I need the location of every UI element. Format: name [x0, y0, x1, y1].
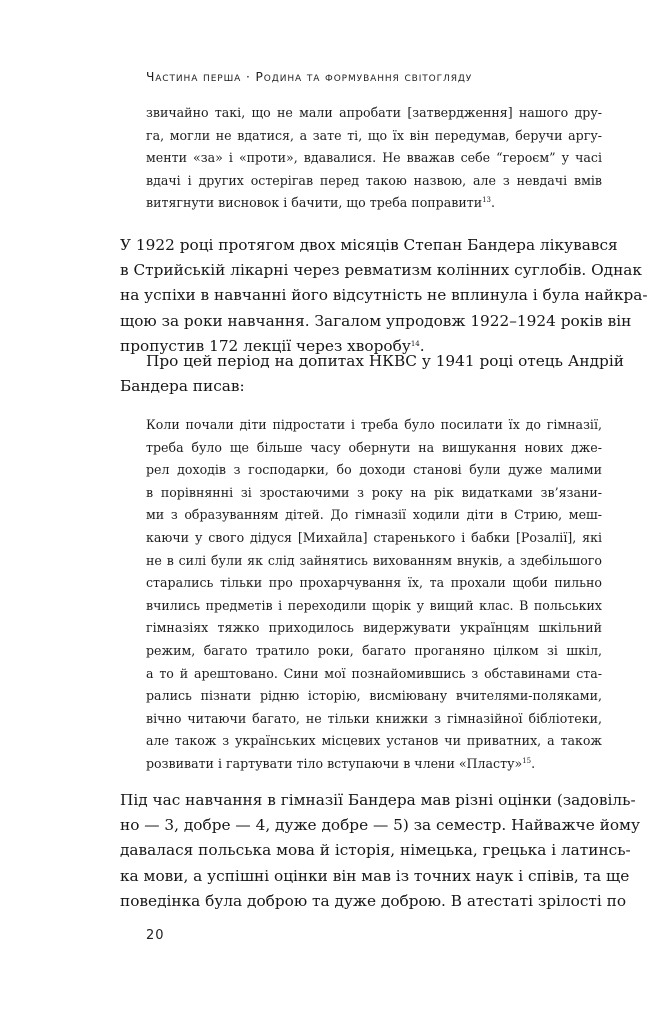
quote-line: каючи у свого дідуся [Михайла] старенького і бабки [Розалії], які — [146, 529, 602, 545]
paragraph-2 — [120, 349, 624, 399]
quote-line: менти «за» і «проти», вдавалися. Не вважав себе “героєм” у часі — [146, 150, 602, 166]
header-chapter: Родина та формування світогляду — [255, 70, 473, 84]
quote-line: ми з образуванням дітей. До гімназії ходили діти в Стрию, меш- — [146, 507, 602, 523]
block-quote-1 — [146, 102, 602, 215]
paragraph-line-text: пропустив 172 лекції через хворобу — [120, 336, 411, 355]
quote-line: га, могли не вдатися, а зате ті, що їх він передумав, беручи аргу- — [146, 127, 602, 143]
running-header — [146, 70, 606, 84]
quote-line: в порівнянні зі зростаючими з року на рік видатками зв’язани- — [146, 484, 602, 500]
paragraph-line: Про цей період на допитах НКВС у 1941 році отець Андрій — [146, 352, 624, 370]
quote-line: вчились предметів і переходили щорік у вищий клас. В польських — [146, 597, 602, 613]
quote-line: а то й арештовано. Сини мої познайомившись з обставинами ста- — [146, 665, 602, 681]
paragraph-line: Бандера писав: — [120, 377, 245, 396]
paragraph-3 — [120, 788, 640, 914]
paragraph-line: на успіхи в навчанні його відсутність не вплинула і була найкра- — [120, 286, 648, 305]
quote-line: вічно читаючи багато, не тільки книжки з гімназійної бібліотеки, — [146, 710, 602, 726]
quote-line: режим, багато тратило роки, багато проганяно цілком зі шкіл, — [146, 642, 602, 658]
quote-line: але також з українських місцевих установ чи приватних, а також — [146, 733, 602, 749]
quote-line: вдачі і других остерігав перед такою назвою, але з невдачі вмів — [146, 172, 602, 188]
paragraph-line: в Стрийській лікарні через ревматизм колінних суглобів. Однак — [120, 261, 642, 280]
quote-line-text: витягнути висновок і бачити, що треба поправити — [146, 195, 483, 211]
quote-line: треба було ще більше часу обернути на вишукання нових дже- — [146, 439, 602, 455]
paragraph-line: У 1922 році протягом двох місяців Степан Бандера лікувався — [120, 236, 618, 254]
paragraph-line: но — 3, добре — 4, дуже добре — 5) за семестр. Найважче йому — [120, 816, 640, 835]
header-separator: · — [245, 70, 251, 84]
quote-line: звичайно такі, що не мали апробати [затвердження] нашого дру- — [146, 105, 602, 120]
block-quote-2 — [146, 414, 602, 776]
quote-line: не в силі були як слід зайнятись вихованням внуків, а здебільшого — [146, 552, 602, 568]
quote-line: Коли почали діти підростати і треба було посилати їх до гімназії, — [146, 417, 602, 432]
page-number: 20 — [146, 928, 165, 943]
paragraph-line: поведінка була доброю та дуже доброю. В атестаті зрілості по — [120, 891, 627, 910]
footnote-ref[interactable]: 15 — [522, 756, 532, 765]
paragraph-line: Під час навчання в гімназії Бандера мав різні оцінки (задовіль- — [120, 791, 636, 809]
quote-line: рались пізнати рідню історію, висміювану вчителями-поляками, — [146, 688, 602, 704]
quote-line: рел доходів з господарки, бо доходи станові були дуже малими — [146, 462, 602, 478]
quote-line-last: витягнути висновок і бачити, що треба поправити$^{13}$. — [146, 195, 496, 211]
footnote-ref[interactable]: 14 — [410, 339, 420, 348]
header-part: Частина перша — [146, 70, 242, 84]
footnote-ref[interactable]: 13 — [482, 196, 492, 205]
quote-line: гімназіях тяжко приходилось видержувати українцям шкільний — [146, 620, 602, 636]
paragraph-line: ка мови, а успішні оцінки він мав із точних наук і співів, та ще — [120, 866, 630, 885]
quote-line: старались тільки про прохарчування їх, та прохали щоби пильно — [146, 575, 602, 591]
paragraph-line: щою за роки навчання. Загалом упродовж 1922–1924 років він — [120, 311, 632, 330]
paragraph-1 — [120, 233, 648, 359]
quote-line-text: розвивати і гартувати тіло вступаючи в члени «Пласту» — [146, 755, 523, 771]
paragraph-line: давалася польська мова й історія, німецька, грецька і латинсь- — [120, 841, 631, 860]
quote-line-last: розвивати і гартувати тіло вступаючи в члени «Пласту»$^{15}$. — [146, 755, 536, 771]
paragraph-line-last: пропустив 172 лекції через хворобу$^{14}$. — [120, 336, 425, 355]
